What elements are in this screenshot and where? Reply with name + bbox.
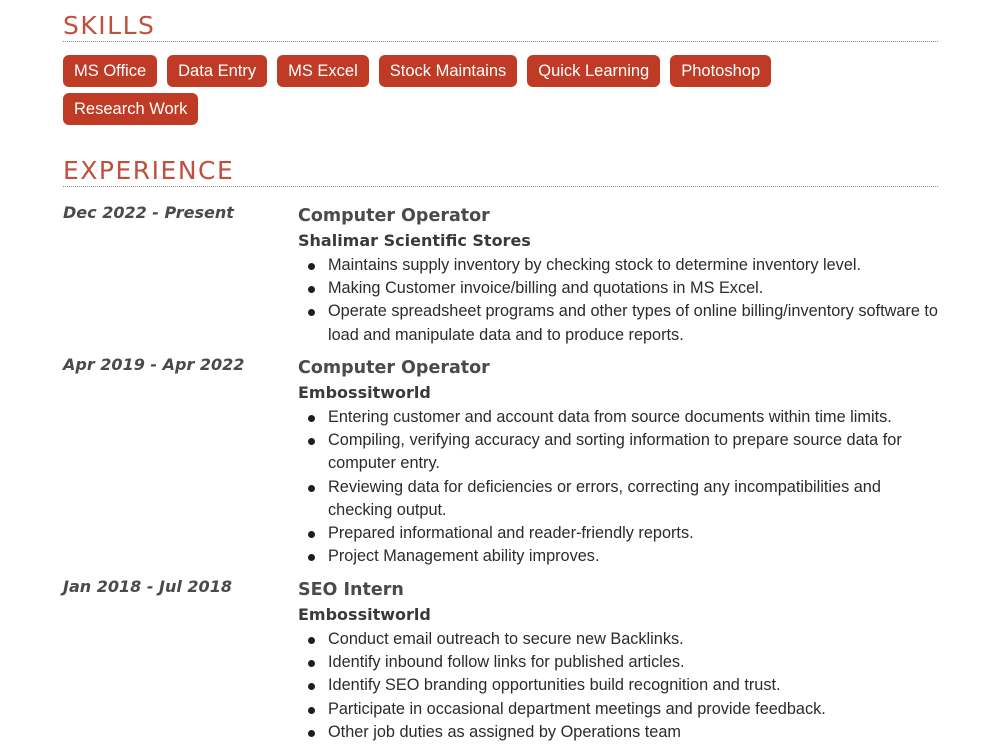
experience-heading: EXPERIENCE [63, 156, 235, 185]
job-details [298, 578, 943, 744]
skill-chip: Quick Learning [527, 55, 660, 87]
job-bullet: Other job duties as assigned by Operations team [298, 721, 943, 744]
experience-divider [63, 186, 938, 187]
job-details [298, 356, 943, 568]
job-details [298, 204, 943, 347]
job-title: SEO Intern [298, 580, 404, 600]
skill-chip: Stock Maintains [379, 55, 517, 87]
job-bullet: Project Management ability improves. [298, 545, 943, 568]
job-bullets [298, 254, 943, 347]
job-bullet: Operate spreadsheet programs and other types of online billing/inventory software to load and manipulate data and to produce reports. [298, 300, 943, 346]
job-bullet: Making Customer invoice/billing and quotations in MS Excel. [298, 277, 943, 300]
skill-chip: MS Excel [277, 55, 369, 87]
skill-chip: Photoshop [670, 55, 771, 87]
skills-list [63, 55, 823, 125]
job-bullet: Maintains supply inventory by checking stock to determine inventory level. [298, 254, 943, 277]
job-company: Embossitworld [298, 383, 431, 402]
job-bullet: Prepared informational and reader-friendly reports. [298, 522, 943, 545]
job-bullet: Reviewing data for deficiencies or errors, correcting any incompatibilities and checking output. [298, 476, 943, 522]
job-date: Dec 2022 - Present [63, 203, 234, 222]
job-title: Computer Operator [298, 206, 490, 226]
job-bullet: Conduct email outreach to secure new Backlinks. [298, 628, 943, 651]
job-bullet: Identify SEO branding opportunities build recognition and trust. [298, 674, 943, 697]
skills-heading: SKILLS [63, 11, 156, 40]
job-bullet: Entering customer and account data from source documents within time limits. [298, 406, 943, 429]
job-bullet: Compiling, verifying accuracy and sorting information to prepare source data for computer entry. [298, 429, 943, 475]
job-date: Apr 2019 - Apr 2022 [63, 355, 245, 374]
skill-chip: MS Office [63, 55, 157, 87]
job-title: Computer Operator [298, 358, 490, 378]
job-bullets [298, 628, 943, 744]
skill-chip: Research Work [63, 93, 198, 125]
job-company: Shalimar Scientific Stores [298, 231, 531, 250]
job-bullet: Participate in occasional department meetings and provide feedback. [298, 698, 943, 721]
job-date: Jan 2018 - Jul 2018 [63, 577, 232, 596]
job-bullet: Identify inbound follow links for published articles. [298, 651, 943, 674]
job-bullets [298, 406, 943, 568]
job-company: Embossitworld [298, 605, 431, 624]
skill-chip: Data Entry [167, 55, 267, 87]
skills-divider [63, 41, 938, 42]
